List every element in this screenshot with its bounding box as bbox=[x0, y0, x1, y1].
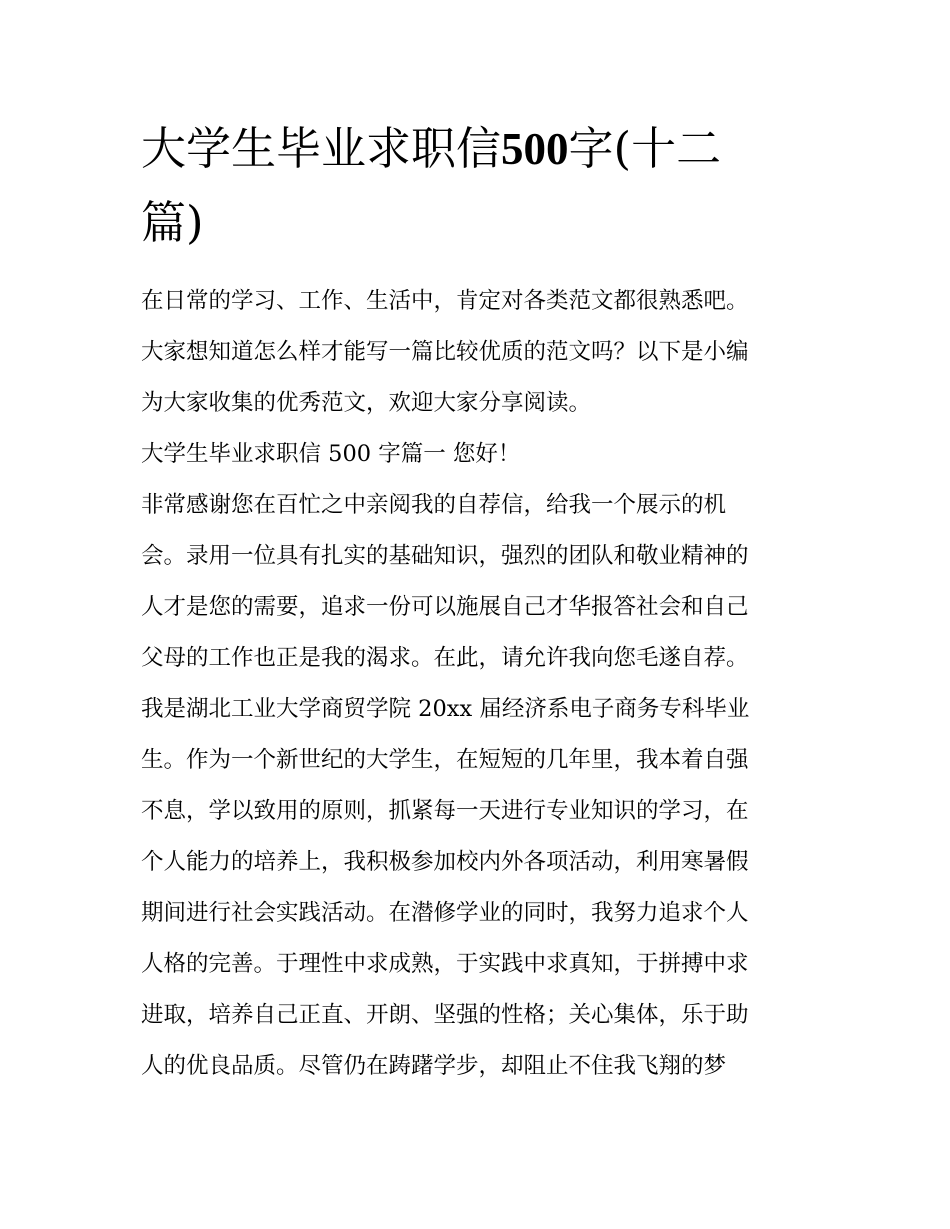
intro-line: 在日常的学习、工作、生活中，肯定对各类范文都很熟悉吧。 bbox=[141, 288, 749, 314]
body-line: 期间进行社会实践活动。在潜修学业的同时，我努力追求个人 bbox=[141, 900, 749, 926]
body-line: 我是湖北工业大学商贸学院 20xx 届经济系电子商务专科毕业 bbox=[141, 696, 750, 722]
title-text-part2: 字(十二 bbox=[568, 122, 722, 175]
body-line: 生。作为一个新世纪的大学生，在短短的几年里，我本着自强 bbox=[141, 747, 749, 773]
intro-line: 为大家收集的优秀范文，欢迎大家分享阅读。 bbox=[141, 390, 592, 416]
body-line: 父母的工作也正是我的渴求。在此，请允许我向您毛遂自荐。 bbox=[141, 645, 749, 671]
title-text-line2: 篇) bbox=[141, 196, 204, 249]
page-title bbox=[141, 112, 813, 260]
intro-line: 大家想知道怎么样才能写一篇比较优质的范文吗？以下是小编 bbox=[141, 339, 749, 365]
letter-body bbox=[141, 480, 813, 1092]
title-number: 500 bbox=[501, 124, 569, 174]
body-line: 不息，学以致用的原则，抓紧每一天进行专业知识的学习，在 bbox=[141, 798, 749, 824]
body-line: 人的优良品质。尽管仍在踌躇学步，却阻止不住我飞翔的梦 bbox=[141, 1053, 727, 1079]
document-content bbox=[141, 112, 813, 1092]
title-text-part1: 大学生毕业求职信 bbox=[141, 122, 502, 175]
body-line: 进取，培养自己正直、开朗、坚强的性格；关心集体，乐于助 bbox=[141, 1002, 749, 1028]
body-line: 人才是您的需要，追求一份可以施展自己才华报答社会和自己 bbox=[141, 594, 749, 620]
body-line: 会。录用一位具有扎实的基础知识，强烈的团队和敬业精神的 bbox=[141, 543, 749, 569]
body-line: 人格的完善。于理性中求成熟，于实践中求真知，于拼搏中求 bbox=[141, 951, 749, 977]
body-line: 非常感谢您在百忙之中亲阅我的自荐信，给我一个展示的机 bbox=[141, 492, 727, 518]
body-line: 个人能力的培养上，我积极参加校内外各项活动，利用寒暑假 bbox=[141, 849, 749, 875]
intro-paragraph bbox=[141, 276, 813, 429]
section-heading: 大学生毕业求职信 500 字篇一 您好！ bbox=[141, 441, 521, 467]
